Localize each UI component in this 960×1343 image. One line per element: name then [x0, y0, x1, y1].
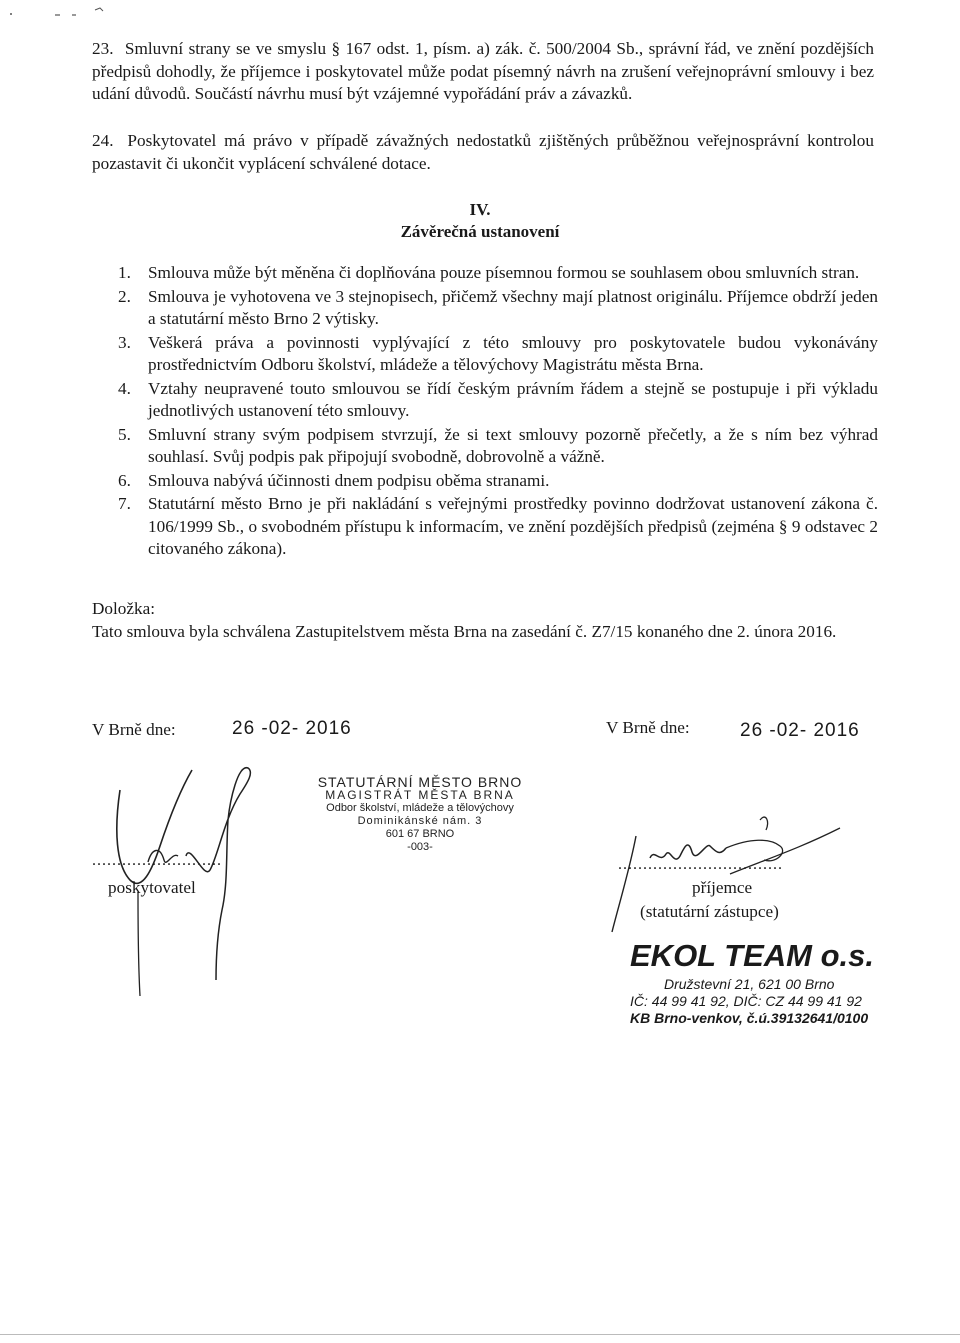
right-place-date-label: V Brně dne: — [606, 718, 690, 737]
recipient-label: příjemce — [692, 878, 753, 897]
item-number: 6. — [118, 470, 131, 490]
stamp-bank: KB Brno-venkov, č.ú.39132641/0100 — [630, 1010, 869, 1026]
stamp-line-6: -003- — [407, 841, 433, 853]
item-text: Veškerá práva a povinnosti vyplývající z této smlouvy pro poskytovatele budou vykonávány prostřednictvím Odboru školství, mládeže a tělovýchovy Magistrátu města Brna. — [148, 332, 878, 374]
stamp-line-2: MAGISTRÁT MĚSTA BRNA — [325, 788, 515, 802]
item-text: Smlouva nabývá účinnosti dnem podpisu oběma stranami. — [148, 470, 550, 490]
stamp-company-name: EKOL TEAM o.s. — [630, 938, 875, 973]
item-number: 5. — [118, 424, 131, 444]
item-text: Smlouva může být měněna či doplňována pouze písemnou formou se souhlasem obou smluvních stran. — [148, 263, 860, 282]
item-number: 1. — [118, 263, 131, 282]
stamp-line-4: Dominikánské nám. 3 — [357, 815, 483, 827]
item-number: 3. — [118, 332, 131, 352]
page-bottom-edge — [0, 1334, 960, 1335]
list-item — [118, 286, 878, 331]
stamp-address: Družstevní 21, 621 00 Brno — [664, 976, 835, 992]
clause-label: Doložka: — [92, 599, 156, 618]
item-text: Vztahy neupravené touto smlouvou se řídí českým právním řádem a stejně se postupuje i při výkladu jednotlivých ustanovení této smlouvy. — [148, 378, 878, 420]
left-date-stamp: 26 -02- 2016 — [232, 718, 352, 739]
clause-text: Tato smlouva byla schválena Zastupitelstvem města Brna na zasedání č. Z7/15 konaného dne 2. února 2016. — [92, 622, 837, 641]
recipient-role: (statutární zástupce) — [640, 902, 779, 921]
stamp-ids: IČ: 44 99 41 92, DIČ: CZ 44 99 41 92 — [630, 993, 862, 1009]
right-date-stamp: 26 -02- 2016 — [740, 720, 860, 741]
list-item — [118, 332, 878, 377]
scan-artifact — [0, 6, 110, 16]
section-title: Závěrečná ustanovení — [400, 222, 560, 241]
provider-signature-line: .......................... — [92, 852, 222, 869]
paragraph-text: Poskytovatel má právo v případě závažných nedostatků zjištěných průběžnou veřejnosprávní kontrolou pozastavit či ukončit vyplácení schválené dotace. — [92, 131, 874, 173]
list-item — [118, 262, 878, 285]
paragraph-text: Smluvní strany se ve smyslu § 167 odst. 1, písm. a) zák. č. 500/2004 Sb., správní řád, ve znění pozdějších předpisů dohodly, že příjemce i poskytovatel může podat písemný návrh na zrušení veřejnoprávní smlouvy i bez udání důvodů. Součástí návrhu musí být vzájemné vypořádání práv a závazků. — [92, 39, 875, 103]
paragraph-24 — [92, 130, 874, 175]
recipient-stamp — [630, 938, 890, 1026]
item-text: Statutární město Brno je při nakládání s veřejnými prostředky povinno dodržovat ustanovení zákona č. 106/1999 Sb., o svobodném přístupu k informacím, ve znění pozdějších předpisů (zejména § 9 odstavec 2 citovaného zákona). — [148, 494, 878, 558]
paragraph-23 — [92, 38, 874, 106]
paragraph-number: 23. — [92, 39, 114, 58]
left-place-date-label: V Brně dne: — [92, 720, 176, 739]
item-text: Smluvní strany svým podpisem stvrzují, že si text smlouvy pozorně přečetly, a že s ním bez výhrad souhlasí. Svůj podpis pak připojují svobodně, dobrovolně a vážně. — [148, 424, 878, 466]
list-item — [118, 424, 878, 469]
recipient-signature-line: ................................. — [618, 856, 783, 873]
stamp-line-5: 601 67 BRNO — [385, 828, 455, 840]
final-provisions-list — [118, 262, 878, 562]
list-item — [118, 378, 878, 423]
stamp-line-1: STATUTÁRNÍ MĚSTO BRNO — [317, 774, 523, 790]
office-stamp — [300, 776, 540, 854]
paragraph-number: 24. — [92, 131, 114, 150]
item-number: 4. — [118, 378, 131, 398]
list-item — [118, 493, 878, 561]
section-number: IV. — [469, 200, 491, 219]
stamp-line-3: Odbor školství, mládeže a tělovýchovy — [326, 802, 514, 814]
provider-label: poskytovatel — [108, 878, 196, 897]
item-number: 2. — [118, 286, 131, 306]
item-number: 7. — [118, 494, 131, 513]
list-item — [118, 470, 878, 493]
item-text: Smlouva je vyhotovena ve 3 stejnopisech, přičemž všechny mají platnost originálu. Příjemce obdrží jeden a statutární město Brno 2 výtisky. — [148, 286, 878, 328]
